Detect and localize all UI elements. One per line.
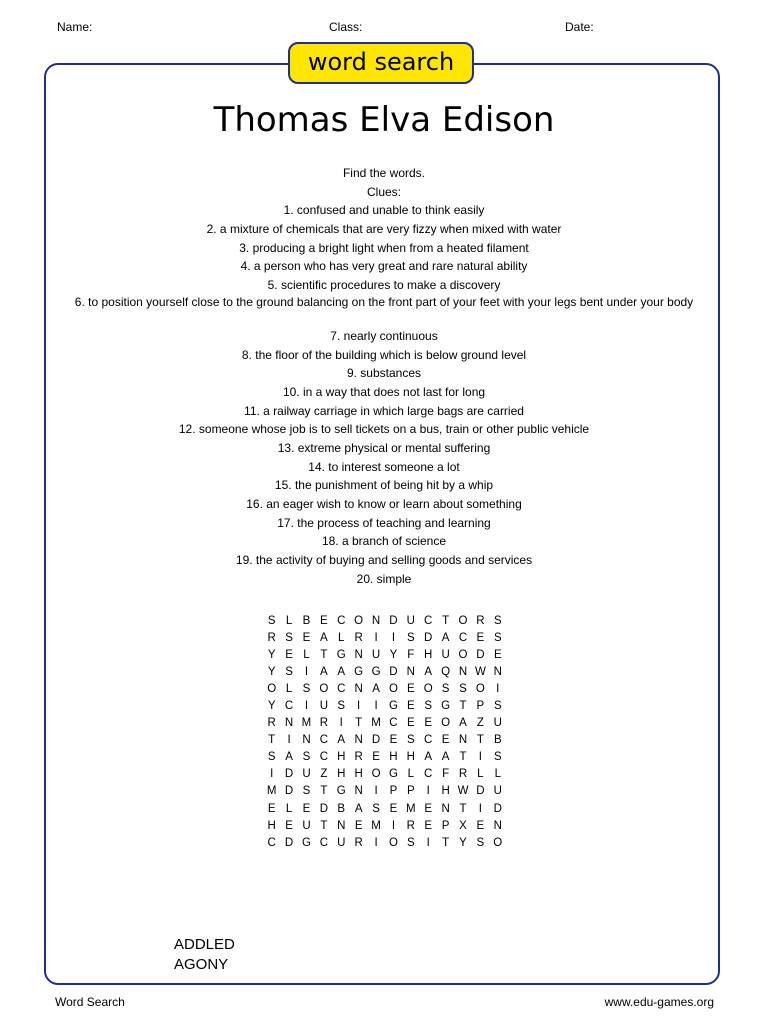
word-list bbox=[174, 935, 235, 975]
grid-letter: X bbox=[459, 819, 467, 832]
grid-letter: O bbox=[354, 614, 364, 627]
grid-letter: N bbox=[493, 819, 502, 832]
grid-letter: E bbox=[441, 734, 450, 747]
grid-letter: P bbox=[441, 819, 450, 832]
grid-letter: E bbox=[320, 614, 328, 627]
grid-letter: H bbox=[389, 751, 398, 764]
grid-letter: G bbox=[441, 700, 451, 713]
grid-row bbox=[263, 612, 506, 629]
grid-letter: N bbox=[354, 648, 363, 661]
grid-letter: G bbox=[388, 768, 398, 781]
grid-letter: P bbox=[389, 785, 398, 798]
grid-letter: E bbox=[285, 648, 293, 661]
clue-item: 6. to position yourself close to the ground balancing on the front part of your feet with your legs bent under your body bbox=[74, 294, 694, 309]
grid-letter: W bbox=[457, 785, 469, 798]
grid-letter: T bbox=[442, 836, 450, 849]
grid-letter: H bbox=[267, 819, 276, 832]
grid-letter: R bbox=[267, 717, 276, 730]
grid-letter: C bbox=[458, 631, 468, 644]
grid-letter: D bbox=[284, 768, 294, 781]
grid-letter: S bbox=[493, 700, 502, 713]
word-list-item: ADDLED bbox=[174, 936, 235, 953]
grid-letter: O bbox=[475, 682, 485, 695]
grid-letter: S bbox=[285, 665, 293, 678]
grid-letter: E bbox=[406, 717, 415, 730]
grid-letter: E bbox=[493, 648, 502, 661]
clue-item: 4. a person who has very great and rare natural ability bbox=[240, 259, 528, 274]
grid-letter: D bbox=[389, 614, 398, 627]
grid-letter: O bbox=[319, 682, 329, 695]
page-title: Thomas Elva Edison bbox=[213, 100, 555, 140]
grid-letter: S bbox=[476, 836, 485, 849]
clue-item: 5. scientific procedures to make a discovery bbox=[267, 278, 501, 293]
grid-letter: I bbox=[478, 751, 482, 764]
grid-letter: R bbox=[354, 751, 363, 764]
grid-letter: A bbox=[337, 665, 346, 678]
grid-letter: E bbox=[302, 631, 311, 644]
grid-letter: E bbox=[406, 700, 415, 713]
grid-row bbox=[263, 663, 506, 680]
grid-letter: R bbox=[267, 631, 276, 644]
grid-letter: C bbox=[424, 734, 433, 747]
grid-letter: N bbox=[458, 734, 468, 747]
grid-letter: E bbox=[476, 631, 485, 644]
grid-letter: E bbox=[424, 717, 433, 730]
grid-letter: G bbox=[388, 700, 398, 713]
grid-letter: N bbox=[284, 717, 294, 730]
grid-letter: I bbox=[426, 836, 430, 849]
grid-letter: E bbox=[424, 802, 433, 815]
grid-letter: S bbox=[459, 682, 467, 695]
grid-letter: M bbox=[371, 819, 381, 832]
grid-letter: A bbox=[372, 682, 380, 695]
grid-letter: L bbox=[285, 682, 293, 695]
grid-letter: A bbox=[441, 631, 450, 644]
grid-letter: U bbox=[302, 819, 311, 832]
grid-letter: M bbox=[371, 717, 381, 730]
grid-letter: U bbox=[319, 700, 329, 713]
grid-letter: N bbox=[302, 734, 311, 747]
grid-letter: N bbox=[354, 734, 363, 747]
grid-letter: B bbox=[493, 734, 502, 747]
grid-letter: M bbox=[301, 717, 312, 730]
grid-letter: A bbox=[441, 751, 450, 764]
grid-letter: U bbox=[493, 717, 502, 730]
date-label: Date: bbox=[565, 20, 594, 34]
grid-row bbox=[263, 817, 506, 834]
grid-letter: T bbox=[320, 785, 328, 798]
grid-letter: I bbox=[478, 802, 482, 815]
grid-letter: I bbox=[357, 700, 361, 713]
grid-letter: I bbox=[304, 665, 309, 678]
grid-row bbox=[263, 680, 506, 697]
grid-letter: Q bbox=[441, 665, 451, 678]
grid-letter: A bbox=[424, 665, 433, 678]
grid-letter: I bbox=[374, 700, 378, 713]
grid-letter: Y bbox=[267, 700, 276, 713]
grid-letter: I bbox=[374, 631, 378, 644]
grid-row bbox=[263, 834, 506, 851]
grid-letter: N bbox=[406, 665, 415, 678]
grid-letter: S bbox=[493, 631, 502, 644]
grid-letter: T bbox=[459, 802, 467, 815]
grid-letter: C bbox=[389, 717, 398, 730]
grid-letter: N bbox=[354, 785, 363, 798]
grid-row bbox=[263, 697, 506, 714]
clue-item: 1. confused and unable to think easily bbox=[283, 203, 485, 218]
grid-letter: S bbox=[441, 682, 450, 695]
clue-item: 12. someone whose job is to sell tickets on a bus, train or other public vehicle bbox=[178, 422, 590, 437]
grid-letter: M bbox=[406, 802, 416, 815]
grid-letter: Y bbox=[389, 648, 398, 661]
grid-letter: S bbox=[267, 614, 276, 627]
clue-item: 19. the activity of buying and selling goods and services bbox=[235, 553, 533, 568]
grid-letter: T bbox=[459, 700, 467, 713]
clue-item: 8. the floor of the building which is below ground level bbox=[241, 347, 527, 362]
name-label: Name: bbox=[57, 20, 93, 34]
grid-letter: H bbox=[424, 648, 433, 661]
clue-item: 20. simple bbox=[356, 571, 412, 586]
clue-item: 2. a mixture of chemicals that are very fizzy when mixed with water bbox=[206, 222, 562, 237]
grid-letter: D bbox=[371, 734, 381, 747]
grid-letter: Z bbox=[320, 768, 328, 781]
grid-row bbox=[263, 749, 506, 766]
grid-letter: A bbox=[459, 717, 467, 730]
grid-letter: D bbox=[284, 785, 294, 798]
grid-letter: G bbox=[354, 665, 364, 678]
grid-row bbox=[263, 715, 506, 732]
grid-letter: O bbox=[458, 614, 468, 627]
grid-letter: G bbox=[336, 785, 346, 798]
grid-letter: S bbox=[302, 682, 311, 695]
grid-letter: D bbox=[389, 665, 398, 678]
grid-letter: B bbox=[337, 802, 346, 815]
grid-letter: R bbox=[354, 836, 363, 849]
grid-letter: O bbox=[388, 836, 398, 849]
footer-website: www.edu-games.org bbox=[604, 995, 714, 1009]
grid-row bbox=[263, 800, 506, 817]
grid-letter: T bbox=[320, 648, 328, 661]
grid-letter: L bbox=[494, 768, 501, 781]
grid-letter: U bbox=[441, 648, 450, 661]
grid-letter: S bbox=[302, 785, 311, 798]
grid-letter: S bbox=[406, 836, 415, 849]
grid-letter: D bbox=[476, 648, 485, 661]
grid-letter: Y bbox=[267, 665, 276, 678]
clue-item: 14. to interest someone a lot bbox=[308, 459, 460, 474]
grid-letter: T bbox=[459, 751, 467, 764]
grid-letter: T bbox=[355, 717, 363, 730]
grid-letter: A bbox=[354, 802, 363, 815]
grid-letter: D bbox=[476, 785, 485, 798]
grid-letter: H bbox=[337, 751, 346, 764]
grid-letter: B bbox=[302, 614, 311, 627]
grid-letter: N bbox=[354, 682, 363, 695]
grid-letter: I bbox=[304, 700, 309, 713]
grid-letter: L bbox=[285, 614, 293, 627]
grid-letter: I bbox=[391, 631, 396, 644]
grid-letter: S bbox=[372, 802, 380, 815]
grid-letter: M bbox=[266, 785, 277, 798]
clue-item: 10. in a way that does not last for long bbox=[282, 384, 486, 399]
grid-letter: L bbox=[407, 768, 415, 781]
grid-letter: I bbox=[374, 785, 378, 798]
grid-letter: G bbox=[302, 836, 311, 849]
grid-letter: C bbox=[267, 836, 276, 849]
grid-letter: N bbox=[337, 819, 346, 832]
grid-letter: U bbox=[302, 768, 311, 781]
grid-letter: S bbox=[302, 751, 311, 764]
grid-letter: U bbox=[371, 648, 381, 661]
grid-letter: H bbox=[406, 751, 415, 764]
footer-title: Word Search bbox=[55, 995, 125, 1009]
grid-letter: A bbox=[320, 665, 328, 678]
grid-letter: S bbox=[493, 751, 502, 764]
grid-letter: I bbox=[339, 717, 343, 730]
grid-letter: O bbox=[371, 768, 381, 781]
grid-letter: C bbox=[319, 836, 329, 849]
grid-letter: S bbox=[493, 614, 502, 627]
grid-letter: T bbox=[320, 819, 328, 832]
grid-letter: P bbox=[406, 785, 415, 798]
grid-letter: U bbox=[337, 836, 346, 849]
grid-letter: A bbox=[337, 734, 346, 747]
grid-letter: U bbox=[406, 614, 415, 627]
grid-letter: S bbox=[285, 631, 293, 644]
grid-letter: P bbox=[476, 700, 485, 713]
grid-letter: L bbox=[303, 648, 310, 661]
grid-letter: D bbox=[493, 802, 502, 815]
grid-letter: O bbox=[458, 648, 468, 661]
grid-letter: E bbox=[389, 734, 398, 747]
clue-item: 9. substances bbox=[346, 366, 422, 381]
grid-letter: E bbox=[406, 682, 415, 695]
grid-letter: E bbox=[354, 819, 363, 832]
grid-row bbox=[263, 629, 506, 646]
grid-letter: O bbox=[441, 717, 451, 730]
grid-letter: A bbox=[424, 751, 433, 764]
clue-item: 3. producing a bright light when from a heated filament bbox=[239, 240, 529, 255]
grid-letter: F bbox=[442, 768, 450, 781]
word-search-badge: word search bbox=[288, 42, 474, 84]
grid-letter: S bbox=[406, 734, 415, 747]
clue-item: 17. the process of teaching and learning bbox=[277, 515, 491, 530]
grid-letter: C bbox=[319, 751, 329, 764]
grid-letter: E bbox=[302, 802, 311, 815]
grid-letter: T bbox=[268, 734, 276, 747]
grid-letter: R bbox=[476, 614, 485, 627]
letter-grid bbox=[263, 612, 506, 851]
grid-letter: O bbox=[423, 682, 433, 695]
grid-letter: U bbox=[493, 785, 502, 798]
grid-letter: D bbox=[319, 802, 329, 815]
grid-letter: N bbox=[458, 665, 468, 678]
clues-section bbox=[60, 165, 708, 589]
grid-letter: A bbox=[285, 751, 293, 764]
clue-item: 18. a branch of science bbox=[321, 534, 447, 549]
grid-letter: L bbox=[477, 768, 484, 781]
grid-letter: D bbox=[424, 631, 433, 644]
grid-letter: E bbox=[424, 819, 433, 832]
grid-letter: R bbox=[354, 631, 363, 644]
grid-letter: T bbox=[442, 614, 450, 627]
grid-letter: N bbox=[441, 802, 450, 815]
grid-letter: Y bbox=[459, 836, 467, 849]
grid-letter: E bbox=[267, 802, 276, 815]
grid-letter: E bbox=[389, 802, 398, 815]
grid-letter: I bbox=[426, 785, 430, 798]
clue-item: 13. extreme physical or mental suffering bbox=[277, 440, 491, 455]
grid-letter: D bbox=[284, 836, 294, 849]
grid-letter: O bbox=[388, 682, 398, 695]
grid-letter: L bbox=[338, 631, 345, 644]
grid-letter: S bbox=[337, 700, 346, 713]
grid-letter: R bbox=[319, 717, 329, 730]
grid-letter: I bbox=[391, 819, 396, 832]
grid-letter: R bbox=[406, 819, 415, 832]
clue-item: 11. a railway carriage in which large bags are carried bbox=[244, 403, 524, 418]
grid-letter: I bbox=[270, 768, 274, 781]
grid-letter: O bbox=[493, 836, 503, 849]
grid-letter: H bbox=[354, 768, 363, 781]
clue-item: 7. nearly continuous bbox=[330, 328, 438, 343]
class-label: Class: bbox=[329, 20, 363, 34]
grid-letter: C bbox=[319, 734, 329, 747]
grid-letter: C bbox=[424, 768, 433, 781]
grid-letter: Y bbox=[267, 648, 276, 661]
grid-letter: E bbox=[476, 819, 485, 832]
grid-letter: E bbox=[372, 751, 380, 764]
grid-letter: N bbox=[371, 614, 381, 627]
grid-letter: N bbox=[493, 665, 502, 678]
grid-letter: T bbox=[476, 734, 484, 747]
grid-letter: O bbox=[267, 682, 277, 695]
grid-letter: H bbox=[441, 785, 450, 798]
grid-letter: G bbox=[371, 665, 381, 678]
grid-row bbox=[263, 646, 506, 663]
grid-letter: S bbox=[424, 700, 433, 713]
clues-heading: Clues: bbox=[366, 184, 401, 199]
grid-letter: C bbox=[337, 682, 346, 695]
grid-letter: S bbox=[267, 751, 276, 764]
grid-letter: I bbox=[374, 836, 378, 849]
grid-letter: C bbox=[337, 614, 346, 627]
grid-letter: H bbox=[337, 768, 346, 781]
grid-letter: I bbox=[496, 682, 500, 695]
grid-letter: Z bbox=[476, 717, 484, 730]
grid-letter: S bbox=[406, 631, 415, 644]
grid-letter: C bbox=[284, 700, 294, 713]
grid-letter: E bbox=[285, 819, 293, 832]
word-list-item: AGONY bbox=[174, 956, 229, 973]
grid-letter: W bbox=[474, 665, 486, 678]
clue-item: 16. an eager wish to know or learn about something bbox=[246, 497, 522, 511]
grid-row bbox=[263, 766, 506, 783]
grid-letter: R bbox=[458, 768, 468, 781]
grid-row bbox=[263, 732, 506, 749]
grid-letter: G bbox=[336, 648, 346, 661]
instructions-text: Find the words. bbox=[342, 166, 426, 180]
grid-letter: I bbox=[287, 734, 291, 747]
grid-letter: L bbox=[285, 802, 293, 815]
clue-item: 15. the punishment of being hit by a whip bbox=[274, 478, 494, 493]
grid-letter: C bbox=[424, 614, 433, 627]
grid-letter: F bbox=[407, 648, 415, 661]
grid-letter: A bbox=[320, 631, 328, 644]
grid-row bbox=[263, 783, 506, 800]
